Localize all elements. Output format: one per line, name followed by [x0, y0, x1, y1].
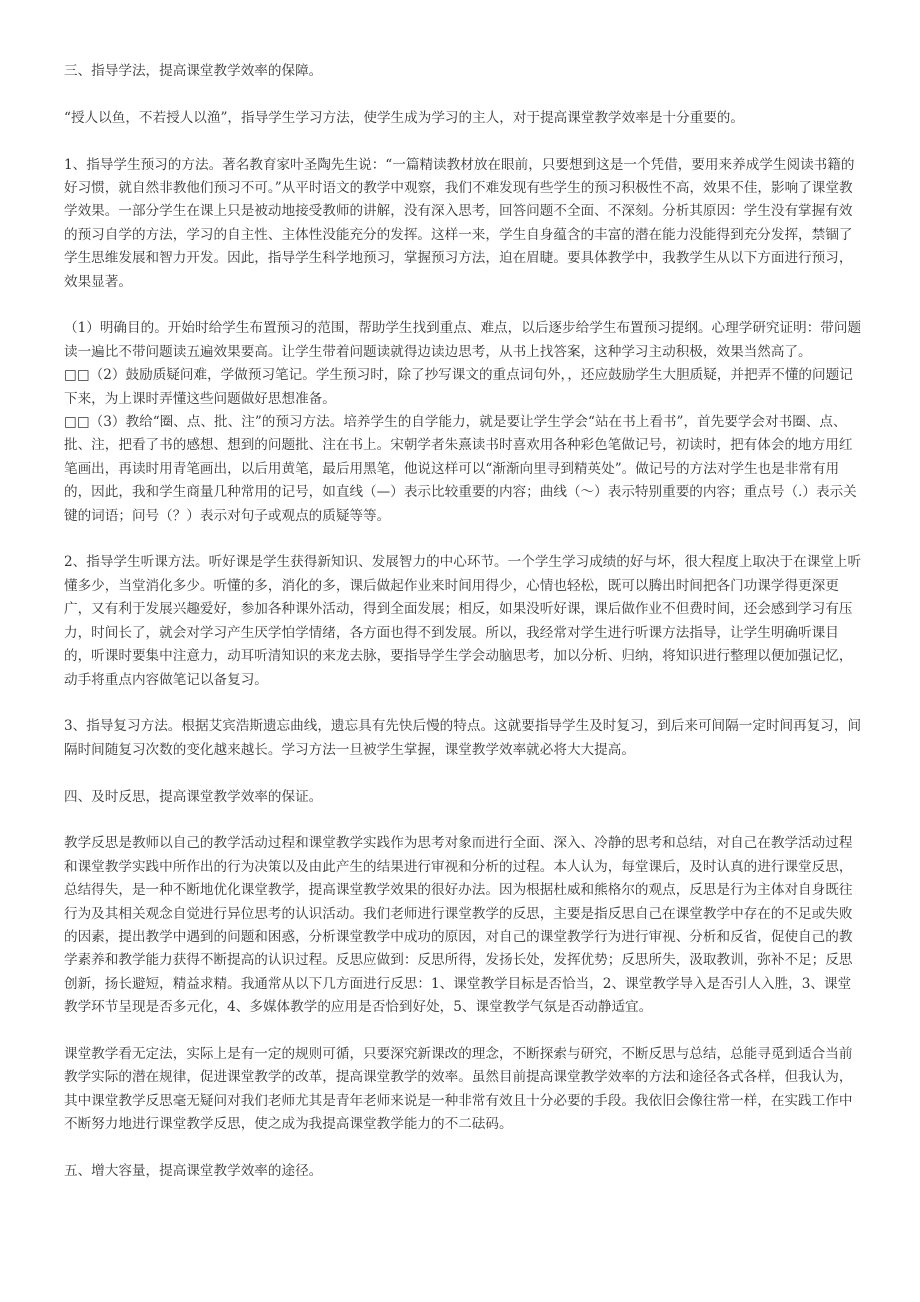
paragraph-gap: [64, 294, 864, 317]
paragraph-annotation-method: □□（3）教给“圈、点、批、注”的预习方法。培养学生的自学能力，就是要让学生学会“站在书上看书”，首先要学会对书圈、点、批、注，把看了书的感想、想到的问题批、注在书上。宋朝学者朱熹读书时喜欢用各种彩色笔做记号，初读时，把有体会的地方用红笔画出，再读时用青笔画出，以后用黄笔，最后用黑笔，他说这样可以“渐渐向里寻到精英处”。做记号的方法对学生也是非常有用的，因此，我和学生商量几种常用的记号，如直线（—）表示比较重要的内容；曲线（～）表示特别重要的内容；重点号（.）表示关键的词语；问号（？）表示对句子或观点的质疑等等。: [64, 414, 857, 524]
paragraph-gap: [64, 809, 864, 832]
paragraph-preview-method: 1、指导学生预习的方法。著名教育家叶圣陶先生说：“一篇精读教材放在眼前，只要想到这是一个凭借，要用来养成学生阅读书籍的好习惯，就自然非教他们预习不可。”从平时语文的教学中观察，我们不难发现有些学生的预习积极性不高，效果不佳，影响了课堂教学效果。一部分学生在课上只是被动地接受教师的讲解，没有深入思考，回答问题不全面、不深刻。分析其原因：学生没有掌握有效的预习自学的方法，学习的自主性、主体性没能充分的发挥。这样一来，学生自身蕴含的丰富的潜在能力没能得到充分发挥，禁锢了学生思维发展和智力开发。因此，指导学生科学地预习，掌握预习方法，迫在眉睫。要具体教学中，我教学生从以下方面进行预习，效果显著。: [64, 156, 855, 290]
paragraph-gap: [64, 130, 864, 153]
paragraph-encourage-questions: □□（2）鼓励质疑问难，学做预习笔记。学生预习时，除了抄写课文的重点词句外，，还应鼓励学生大胆质疑，并把弄不懂的问题记下来，为上课时弄懂这些问题做好思想准备。: [64, 367, 853, 407]
section-heading-5: 五、增大容量，提高课堂教学效率的途径。: [64, 1162, 323, 1179]
intro-paragraph: “授人以鱼，不若授人以渔”，指导学生学习方法，使学生成为学习的主人，对于提高课堂教学效率是十分重要的。: [64, 109, 744, 126]
paragraph-clear-purpose: （1）明确目的。开始时给学生布置预习的范围，帮助学生找到重点、难点，以后逐步给学生布置预习提纲。心理学研究证明：带问题读一遍比不带问题读五遍效果要高。让学生带着问题读就得边读边思考，从书上找答案，这种学习主动积极，效果当然高了。: [64, 320, 862, 360]
paragraph-gap: [64, 1137, 864, 1160]
paragraph-listening-method: 2、指导学生听课方法。听好课是学生获得新知识、发展智力的中心环节。一个学生学习成绩的好与坏，很大程度上取决于在课堂上听懂多少，当堂消化多少。听懂的多，消化的多，课后做起作业来时间用得少，心情也轻松，既可以腾出时间把各门功课学得更深更广，又有利于发展兴趣爱好，参加各种课外活动，得到全面发展；相反，如果没听好课，课后做作业不但费时间，还会感到学习有压力，时间长了，就会对学习产生厌学怕学情绪，各方面也得不到发展。所以，我经常对学生进行听课方法指导，让学生明确听课目的，听课时要集中注意力，动耳听清知识的来龙去脉，要指导学生学会动脑思考，加以分析、归纳，将知识进行整理以便加强记忆，动手将重点内容做笔记以备复习。: [64, 554, 862, 688]
document-body: [64, 60, 864, 1183]
paragraph-teaching-reflection: 教学反思是教师以自己的教学活动过程和课堂教学实践作为思考对象而进行全面、深入、冷静的思考和总结，对自己在教学活动过程和课堂教学实践中所作出的行为决策以及由此产生的结果进行审视和分析的过程。本人认为，每堂课后，及时认真的进行课堂反思，总结得失，是一种不断地优化课堂教学，提高课堂教学效果的很好办法。因为根据杜威和熊格尔的观点，反思是行为主体对自身既往行为及其相关观念自觉进行异位思考的认识活动。我们老师进行课堂教学的反思，主要是指反思自己在课堂教学中存在的不足或失败的因素，提出教学中遇到的问题和困惑，分析课堂教学中成功的原因，对自己的课堂教学行为进行审视、分析和反省，促使自己的教学素养和教学能力获得不断提高的认识过程。反思应做到：反思所得，发扬长处，发挥优势；反思所失，汲取教训，弥补不足；反思创新，扬长避短，精益求精。我通常从以下几方面进行反思：1、课堂教学目标是否恰当，2、课堂教学导入是否引人入胜，3、课堂教学环节呈现是否多元化，4、多媒体教学的应用是否恰到好处，5、课堂教学气氛是否动静适宜。: [64, 835, 853, 1016]
paragraph-review-method: 3、指导复习方法。根据艾宾浩斯遗忘曲线，遗忘具有先快后慢的特点。这就要指导学生及时复习，到后来可间隔一定时间再复习，间隔时间随复习次数的变化越来越长。学习方法一旦被学生掌握，课堂教学效率就必将大大提高。: [64, 718, 862, 758]
section-heading-4: 四、及时反思，提高课堂教学效率的保证。: [64, 788, 323, 805]
section-heading-3: 三、指导学法，提高课堂教学效率的保障。: [64, 63, 323, 79]
paragraph-gap: [64, 528, 864, 551]
paragraph-gap: [64, 762, 864, 785]
paragraph-conclusion: 课堂教学看无定法，实际上是有一定的规则可循，只要深究新课改的理念，不断探索与研究，不断反思与总结，总能寻觅到适合当前教学实际的潜在规律，促进课堂教学的改革，提高课堂教学的效率。虽然目前提高课堂教学效率的方法和途径各式各样，但我认为，其中课堂教学反思毫无疑问对我们老师尤其是青年老师来说是一种非常有效且十分必要的手段。我依旧会像往常一样，在实践工作中不断努力地进行课堂教学反思，使之成为我提高课堂教学能力的不二砝码。: [64, 1045, 853, 1133]
paragraph-gap: [64, 692, 864, 715]
paragraph-gap: [64, 83, 864, 106]
paragraph-gap: [64, 1020, 864, 1043]
